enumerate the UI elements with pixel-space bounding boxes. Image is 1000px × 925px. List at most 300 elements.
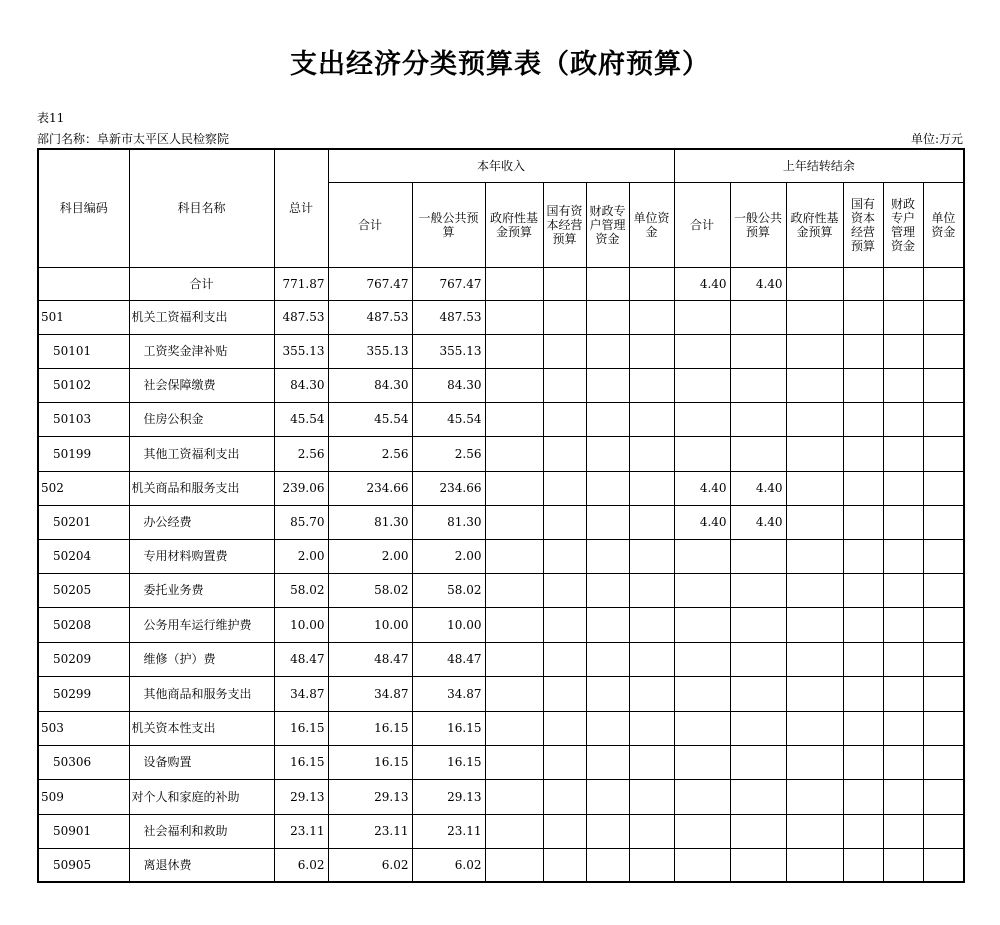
cell-cur-special [586,368,629,402]
cell-pri-unit [923,505,964,539]
cell-cur-fund [485,334,543,368]
cell-pri-fund [786,573,843,607]
cell-pri-special [883,711,923,745]
cell-pri-unit [923,334,964,368]
cell-pri-special [883,402,923,436]
cell-cur-general: 487.53 [412,300,485,334]
header-pri-state: 国有资本经营预算 [843,182,883,267]
header-cur-fund: 政府性基金预算 [485,182,543,267]
cell-cur-state [543,607,586,642]
cell-pri-unit [923,711,964,745]
cell-cur-state [543,711,586,745]
cell-pri-fund [786,676,843,711]
cell-total: 29.13 [274,779,328,814]
cell-cur-general: 2.00 [412,539,485,573]
cell-pri-general [730,642,786,676]
cell-cur-special [586,300,629,334]
cell-cur-fund [485,402,543,436]
cell-cur-unit [629,402,674,436]
cell-name: 社会福利和救助 [129,814,274,848]
header-total: 总计 [274,149,328,267]
cell-cur-unit [629,368,674,402]
cell-cur-state [543,814,586,848]
cell-name: 社会保障缴费 [129,368,274,402]
cell-code: 50205 [38,573,129,607]
cell-cur-fund [485,642,543,676]
cell-total: 48.47 [274,642,328,676]
cell-name: 其他商品和服务支出 [129,676,274,711]
cell-pri-sum [674,436,730,471]
cell-cur-unit [629,745,674,779]
header-cur-sum: 合计 [328,182,412,267]
cell-name: 机关商品和服务支出 [129,471,274,505]
cell-total: 34.87 [274,676,328,711]
cell-pri-fund [786,334,843,368]
cell-pri-fund [786,402,843,436]
cell-cur-special [586,334,629,368]
cell-pri-unit [923,814,964,848]
cell-total: 23.11 [274,814,328,848]
cell-cur-sum: 234.66 [328,471,412,505]
cell-code: 50208 [38,607,129,642]
cell-pri-sum [674,368,730,402]
cell-cur-special [586,745,629,779]
cell-cur-fund [485,711,543,745]
cell-pri-special [883,471,923,505]
cell-cur-unit [629,471,674,505]
cell-pri-unit [923,573,964,607]
cell-pri-state [843,642,883,676]
cell-code: 503 [38,711,129,745]
cell-cur-state [543,642,586,676]
cell-cur-unit [629,573,674,607]
cell-cur-special [586,402,629,436]
header-cur-state: 国有资本经营预算 [543,182,586,267]
header-pri-fund: 政府性基金预算 [786,182,843,267]
cell-cur-unit [629,814,674,848]
cell-pri-state [843,745,883,779]
department-name: 部门名称：阜新市太平区人民检察院 [37,132,230,146]
cell-total: 355.13 [274,334,328,368]
cell-total: 85.70 [274,505,328,539]
cell-pri-state [843,471,883,505]
cell-cur-state [543,402,586,436]
table-row [38,711,964,745]
cell-cur-general: 81.30 [412,505,485,539]
cell-name: 对个人和家庭的补助 [129,779,274,814]
cell-code: 50103 [38,402,129,436]
cell-cur-special [586,607,629,642]
cell-cur-special [586,848,629,882]
table-row [38,505,964,539]
cell-cur-unit [629,607,674,642]
cell-code: 50102 [38,368,129,402]
cell-pri-sum [674,607,730,642]
cell-cur-special [586,573,629,607]
cell-pri-fund [786,471,843,505]
cell-cur-special [586,676,629,711]
cell-cur-state [543,573,586,607]
cell-cur-general: 6.02 [412,848,485,882]
cell-pri-sum: 4.40 [674,267,730,300]
cell-cur-state [543,505,586,539]
cell-pri-state [843,267,883,300]
cell-code: 502 [38,471,129,505]
cell-cur-general: 58.02 [412,573,485,607]
cell-pri-special [883,745,923,779]
cell-cur-general: 23.11 [412,814,485,848]
cell-cur-unit [629,300,674,334]
cell-code: 50209 [38,642,129,676]
cell-name: 设备购置 [129,745,274,779]
header-pri-sum: 合计 [674,182,730,267]
cell-total: 2.00 [274,539,328,573]
cell-pri-special [883,436,923,471]
cell-pri-general [730,300,786,334]
cell-cur-state [543,267,586,300]
cell-code: 50199 [38,436,129,471]
cell-cur-sum: 84.30 [328,368,412,402]
cell-pri-special [883,779,923,814]
table-row [38,267,964,300]
cell-code: 50101 [38,334,129,368]
cell-pri-fund [786,779,843,814]
cell-pri-unit [923,436,964,471]
cell-pri-general: 4.40 [730,505,786,539]
cell-pri-fund [786,745,843,779]
cell-pri-state [843,814,883,848]
header-code: 科目编码 [38,149,129,267]
table-row [38,334,964,368]
cell-name: 委托业务费 [129,573,274,607]
cell-total: 2.56 [274,436,328,471]
cell-name: 机关工资福利支出 [129,300,274,334]
cell-cur-general: 34.87 [412,676,485,711]
cell-pri-general [730,745,786,779]
cell-cur-fund [485,300,543,334]
header-pri-unit: 单位资金 [923,182,964,267]
cell-code: 50306 [38,745,129,779]
cell-pri-general: 4.40 [730,267,786,300]
budget-table [37,148,965,883]
cell-code [38,267,129,300]
cell-pri-fund [786,814,843,848]
cell-name: 合计 [129,267,274,300]
cell-pri-state [843,505,883,539]
cell-cur-fund [485,607,543,642]
cell-pri-fund [786,436,843,471]
cell-total: 16.15 [274,745,328,779]
cell-name: 维修（护）费 [129,642,274,676]
cell-pri-sum [674,848,730,882]
cell-total: 239.06 [274,471,328,505]
cell-cur-fund [485,745,543,779]
cell-pri-state [843,300,883,334]
table-row [38,607,964,642]
cell-pri-sum [674,300,730,334]
cell-pri-unit [923,848,964,882]
cell-pri-special [883,848,923,882]
cell-pri-general [730,814,786,848]
cell-cur-unit [629,334,674,368]
cell-total: 487.53 [274,300,328,334]
header-pri-general: 一般公共预算 [730,182,786,267]
cell-total: 45.54 [274,402,328,436]
cell-cur-state [543,848,586,882]
cell-cur-general: 45.54 [412,402,485,436]
table-row [38,676,964,711]
cell-cur-sum: 16.15 [328,711,412,745]
table-row [38,745,964,779]
cell-cur-sum: 6.02 [328,848,412,882]
cell-pri-unit [923,267,964,300]
cell-pri-state [843,436,883,471]
cell-pri-special [883,539,923,573]
table-row [38,539,964,573]
cell-code: 501 [38,300,129,334]
table-row [38,402,964,436]
cell-cur-unit [629,779,674,814]
cell-pri-sum [674,334,730,368]
cell-cur-general: 48.47 [412,642,485,676]
cell-name: 工资奖金津补贴 [129,334,274,368]
cell-name: 办公经费 [129,505,274,539]
cell-pri-general [730,368,786,402]
cell-pri-fund [786,267,843,300]
table-row [38,848,964,882]
cell-cur-fund [485,539,543,573]
cell-pri-sum [674,573,730,607]
cell-pri-state [843,368,883,402]
cell-pri-fund [786,300,843,334]
cell-code: 509 [38,779,129,814]
cell-total: 16.15 [274,711,328,745]
cell-name: 住房公积金 [129,402,274,436]
cell-pri-general [730,848,786,882]
cell-cur-state [543,779,586,814]
cell-pri-general [730,402,786,436]
cell-total: 771.87 [274,267,328,300]
cell-pri-fund [786,848,843,882]
cell-name: 专用材料购置费 [129,539,274,573]
cell-cur-state [543,676,586,711]
cell-cur-unit [629,642,674,676]
cell-code: 50299 [38,676,129,711]
cell-pri-unit [923,779,964,814]
cell-pri-fund [786,711,843,745]
cell-cur-unit [629,711,674,745]
table-row [38,471,964,505]
cell-code: 50905 [38,848,129,882]
table-row [38,642,964,676]
cell-pri-unit [923,471,964,505]
cell-pri-unit [923,607,964,642]
header-current-year: 本年收入 [328,149,674,182]
header-prior-year: 上年结转结余 [674,149,964,182]
cell-cur-general: 355.13 [412,334,485,368]
cell-pri-state [843,539,883,573]
cell-cur-sum: 487.53 [328,300,412,334]
cell-pri-general: 4.40 [730,471,786,505]
cell-pri-fund [786,505,843,539]
cell-cur-sum: 16.15 [328,745,412,779]
table-row [38,300,964,334]
cell-pri-special [883,814,923,848]
cell-pri-sum: 4.40 [674,471,730,505]
cell-cur-fund [485,368,543,402]
cell-cur-general: 2.56 [412,436,485,471]
cell-cur-unit [629,539,674,573]
cell-cur-general: 10.00 [412,607,485,642]
cell-cur-general: 767.47 [412,267,485,300]
page-title: 支出经济分类预算表（政府预算） [290,49,710,80]
cell-pri-special [883,368,923,402]
header-cur-special: 财政专户管理资金 [586,182,629,267]
cell-pri-general [730,607,786,642]
cell-pri-unit [923,745,964,779]
cell-pri-fund [786,607,843,642]
cell-total: 10.00 [274,607,328,642]
cell-cur-state [543,471,586,505]
table-row [38,814,964,848]
cell-cur-general: 16.15 [412,745,485,779]
table-row [38,573,964,607]
table-row [38,436,964,471]
cell-pri-sum [674,779,730,814]
cell-cur-sum: 58.02 [328,573,412,607]
cell-cur-state [543,368,586,402]
cell-code: 50204 [38,539,129,573]
table-row [38,779,964,814]
cell-cur-sum: 48.47 [328,642,412,676]
cell-name: 公务用车运行维护费 [129,607,274,642]
cell-code: 50901 [38,814,129,848]
cell-pri-state [843,334,883,368]
cell-cur-fund [485,814,543,848]
cell-cur-general: 84.30 [412,368,485,402]
cell-cur-sum: 34.87 [328,676,412,711]
cell-pri-state [843,779,883,814]
cell-pri-sum [674,711,730,745]
cell-cur-sum: 45.54 [328,402,412,436]
cell-pri-sum [674,539,730,573]
cell-name: 机关资本性支出 [129,711,274,745]
cell-pri-sum: 4.40 [674,505,730,539]
cell-cur-special [586,711,629,745]
cell-cur-general: 234.66 [412,471,485,505]
cell-cur-special [586,267,629,300]
cell-pri-state [843,676,883,711]
cell-cur-fund [485,848,543,882]
table-number: 表11 [37,111,65,125]
header-cur-unit: 单位资金 [629,182,674,267]
cell-pri-sum [674,814,730,848]
cell-pri-fund [786,642,843,676]
cell-cur-state [543,539,586,573]
header-name: 科目名称 [129,149,274,267]
header-cur-general: 一般公共预算 [412,182,485,267]
cell-total: 84.30 [274,368,328,402]
cell-cur-special [586,471,629,505]
cell-pri-unit [923,300,964,334]
cell-cur-state [543,436,586,471]
cell-cur-sum: 767.47 [328,267,412,300]
cell-pri-unit [923,676,964,711]
cell-cur-general: 29.13 [412,779,485,814]
unit-label: 单位:万元 [910,132,963,146]
cell-pri-fund [786,539,843,573]
cell-name: 离退休费 [129,848,274,882]
cell-cur-fund [485,676,543,711]
cell-pri-special [883,300,923,334]
cell-cur-unit [629,267,674,300]
cell-pri-general [730,539,786,573]
cell-cur-fund [485,573,543,607]
cell-pri-general [730,334,786,368]
cell-pri-sum [674,642,730,676]
cell-total: 58.02 [274,573,328,607]
cell-cur-sum: 2.56 [328,436,412,471]
cell-pri-special [883,642,923,676]
cell-cur-sum: 2.00 [328,539,412,573]
cell-code: 50201 [38,505,129,539]
cell-cur-state [543,300,586,334]
cell-pri-special [883,607,923,642]
cell-pri-unit [923,402,964,436]
table-row [38,368,964,402]
cell-cur-state [543,334,586,368]
cell-pri-state [843,607,883,642]
table-body [38,267,964,882]
cell-cur-sum: 29.13 [328,779,412,814]
cell-cur-state [543,745,586,779]
cell-cur-special [586,779,629,814]
cell-cur-special [586,436,629,471]
cell-pri-state [843,711,883,745]
cell-cur-unit [629,505,674,539]
cell-total: 6.02 [274,848,328,882]
cell-name: 其他工资福利支出 [129,436,274,471]
cell-pri-general [730,573,786,607]
header-pri-special: 财政专户管理资金 [883,182,923,267]
cell-cur-sum: 355.13 [328,334,412,368]
cell-pri-state [843,573,883,607]
cell-pri-general [730,779,786,814]
cell-pri-special [883,267,923,300]
cell-cur-unit [629,436,674,471]
cell-pri-unit [923,368,964,402]
cell-cur-special [586,539,629,573]
cell-cur-unit [629,848,674,882]
cell-cur-unit [629,676,674,711]
cell-cur-special [586,642,629,676]
cell-cur-fund [485,267,543,300]
cell-cur-special [586,505,629,539]
cell-pri-special [883,334,923,368]
cell-pri-state [843,848,883,882]
cell-pri-sum [674,745,730,779]
cell-pri-special [883,573,923,607]
cell-pri-special [883,676,923,711]
cell-cur-fund [485,505,543,539]
cell-pri-general [730,436,786,471]
cell-pri-unit [923,539,964,573]
cell-pri-sum [674,676,730,711]
cell-cur-sum: 81.30 [328,505,412,539]
cell-cur-special [586,814,629,848]
cell-pri-special [883,505,923,539]
cell-pri-state [843,402,883,436]
